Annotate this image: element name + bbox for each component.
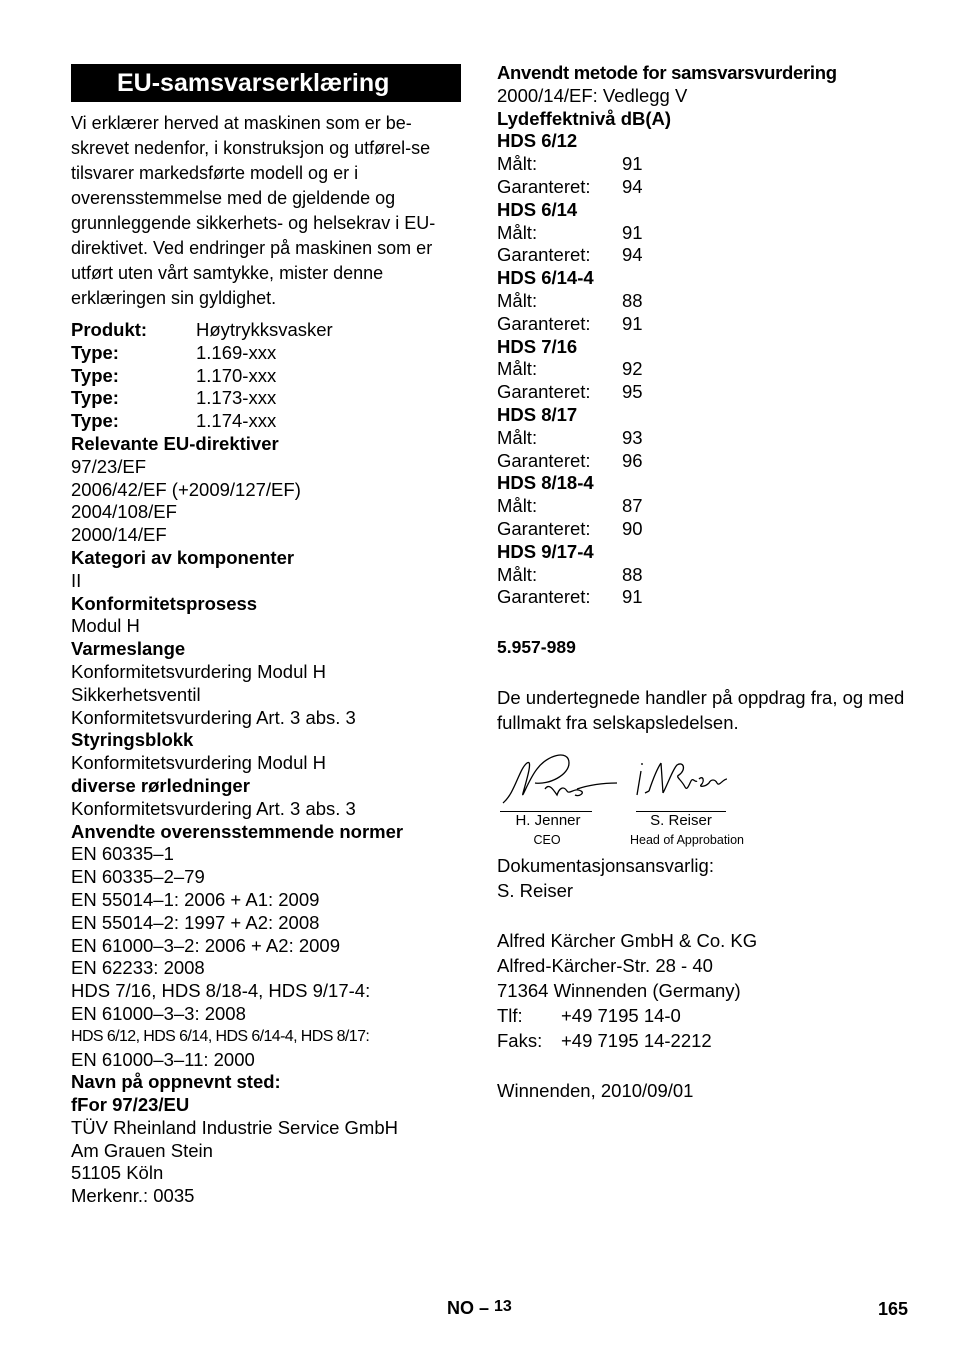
heater-hose-line: Konformitetsvurdering Modul H	[71, 660, 326, 682]
signature-block	[497, 749, 917, 848]
page-title: EU-samsvarserklæring	[71, 64, 461, 102]
standard-line: EN 55014–1: 2006 + A1: 2009	[71, 888, 320, 910]
signer-name: H. Jenner	[515, 812, 581, 830]
fax-label: Faks:	[497, 1030, 543, 1052]
guaranteed-label: Garanteret:	[497, 244, 591, 266]
signer-name: S. Reiser	[650, 812, 712, 830]
signature-reiser-icon	[633, 757, 733, 799]
standard-line: EN 60335–1	[71, 843, 174, 865]
standard-line: EN 61000–3–11: 2000	[71, 1048, 255, 1070]
guaranteed-row	[497, 244, 917, 267]
heater-hose-heading: Varmeslange	[71, 638, 186, 660]
standard-line: EN 61000–3–2: 2006 + A2: 2009	[71, 934, 340, 956]
type-value: 1.174-xxx	[196, 410, 277, 432]
type-row	[71, 342, 461, 365]
notified-body-heading: Navn på oppnevnt sted:	[71, 1071, 281, 1093]
method-heading: Anvendt metode for samsvarsvurdering	[497, 62, 837, 83]
notified-body-subheading: fFor 97/23/EU	[71, 1094, 190, 1116]
footer-language: NO –	[447, 1298, 490, 1318]
signer-role: Head of Approbation	[630, 833, 744, 848]
measured-value: 92	[622, 358, 643, 380]
declaration-details	[71, 319, 461, 1208]
conformity-heading: Konformitetsprosess	[71, 592, 258, 614]
measured-label: Målt:	[497, 563, 538, 585]
footer-section-number: 13	[494, 1298, 512, 1315]
sound-section	[497, 62, 917, 609]
method-value: 2000/14/EF: Vedlegg V	[497, 84, 688, 106]
fax-number: +49 7195 14-2212	[561, 1030, 712, 1052]
product-value: Høytrykksvasker	[196, 319, 333, 340]
spacer	[497, 609, 917, 635]
page-number: 165	[878, 1299, 909, 1319]
standard-line-small: HDS 6/12, HDS 6/14, HDS 6/14-4, HDS 8/17:	[71, 1027, 370, 1045]
spacer	[497, 1053, 917, 1078]
measured-row	[497, 427, 917, 450]
model-name: HDS 6/12	[497, 130, 578, 152]
guaranteed-row	[497, 176, 917, 199]
product-row	[71, 319, 461, 342]
guaranteed-row	[497, 450, 917, 473]
guaranteed-label: Garanteret:	[497, 517, 591, 539]
measured-value: 91	[622, 153, 643, 175]
spacer	[497, 660, 917, 685]
model-name: HDS 8/17	[497, 403, 578, 425]
document-number: 5.957-989	[497, 637, 576, 658]
notified-body-line: Merkenr.: 0035	[71, 1185, 195, 1207]
guaranteed-label: Garanteret:	[497, 586, 591, 608]
pipes-value: Konformitetsvurdering Art. 3 abs. 3	[71, 797, 356, 819]
sound-heading: Lydeffektnivå dB(A)	[497, 107, 672, 129]
type-label: Type:	[71, 387, 119, 409]
measured-row	[497, 290, 917, 313]
standard-line: EN 62233: 2008	[71, 957, 205, 979]
measured-label: Målt:	[497, 426, 538, 448]
measured-row	[497, 358, 917, 381]
left-column	[71, 64, 461, 1208]
pipes-heading: diverse rørledninger	[71, 774, 250, 796]
spacer	[497, 903, 917, 928]
type-value: 1.173-xxx	[196, 387, 277, 409]
model-name: HDS 6/14	[497, 198, 578, 220]
measured-row	[497, 564, 917, 587]
phone-number: +49 7195 14-0	[561, 1005, 681, 1027]
model-name: HDS 6/14-4	[497, 267, 594, 289]
footer-section-page	[447, 1298, 512, 1319]
notified-body-line: TÜV Rheinland Industrie Service GmbH	[71, 1116, 398, 1138]
guaranteed-label: Garanteret:	[497, 312, 591, 334]
guaranteed-label: Garanteret:	[497, 381, 591, 403]
standard-line: EN 55014–2: 1997 + A2: 2008	[71, 911, 320, 933]
product-label: Produkt:	[71, 319, 148, 340]
conformity-value: Modul H	[71, 615, 140, 637]
type-label: Type:	[71, 364, 119, 386]
type-row	[71, 365, 461, 388]
control-block-heading: Styringsblokk	[71, 729, 194, 751]
guaranteed-value: 94	[622, 244, 643, 266]
standard-line: EN 60335–2–79	[71, 866, 205, 888]
measured-row	[497, 495, 917, 518]
directive-item: 97/23/EF	[71, 455, 147, 477]
standard-line: EN 61000–3–3: 2008	[71, 1002, 246, 1024]
documentation-label: Dokumentasjonsansvarlig:	[497, 855, 714, 877]
directive-item: 2004/108/EF	[71, 501, 177, 523]
intro-paragraph: Vi erklærer herved at maskinen som er be-skrevet nedenfor, i konstruksjon og utførel-se tilsvarer markedsførte modell og er i overensstemmelse med de gjeldende og grunnleggende sikkerhets- og helsekrav i EU-direktivet. Ved endringer på maskinen som er utført uten vårt samtykke, mister denne erklæringen sin gyldighet.	[71, 113, 436, 308]
guaranteed-value: 94	[622, 175, 643, 197]
guaranteed-row	[497, 313, 917, 336]
fax-row	[497, 1028, 917, 1053]
measured-label: Målt:	[497, 153, 538, 175]
notified-body-line: Am Grauen Stein	[71, 1139, 213, 1161]
notified-body-line: 51105 Köln	[71, 1162, 164, 1184]
type-value: 1.169-xxx	[196, 341, 277, 363]
company-name: Alfred Kärcher GmbH & Co. KG	[497, 930, 758, 952]
guaranteed-row	[497, 586, 917, 609]
signing-note: De undertegnede handler på oppdrag fra, og med fullmakt fra selskapsledelsen.	[497, 687, 905, 734]
type-value: 1.170-xxx	[196, 364, 277, 386]
model-name: HDS 8/18-4	[497, 472, 594, 494]
measured-value: 88	[622, 289, 643, 311]
measured-row	[497, 153, 917, 176]
measured-label: Målt:	[497, 221, 538, 243]
guaranteed-row	[497, 518, 917, 541]
type-label: Type:	[71, 410, 119, 432]
guaranteed-row	[497, 381, 917, 404]
standard-line: HDS 7/16, HDS 8/18-4, HDS 9/17-4:	[71, 980, 371, 1002]
guaranteed-value: 96	[622, 449, 643, 471]
model-name: HDS 7/16	[497, 335, 578, 357]
type-row	[71, 410, 461, 433]
measured-label: Målt:	[497, 495, 538, 517]
measured-value: 91	[622, 221, 643, 243]
phone-label: Tlf:	[497, 1005, 523, 1027]
measured-label: Målt:	[497, 289, 538, 311]
right-column	[497, 62, 917, 1103]
guaranteed-label: Garanteret:	[497, 449, 591, 471]
city-address: 71364 Winnenden (Germany)	[497, 980, 741, 1002]
guaranteed-value: 95	[622, 381, 643, 403]
measured-row	[497, 222, 917, 245]
place-date: Winnenden, 2010/09/01	[497, 1080, 694, 1102]
category-heading: Kategori av komponenter	[71, 546, 295, 568]
standards-heading: Anvendte overensstemmende normer	[71, 820, 404, 842]
street-address: Alfred-Kärcher-Str. 28 - 40	[497, 955, 713, 977]
guaranteed-value: 91	[622, 586, 643, 608]
model-name: HDS 9/17-4	[497, 540, 594, 562]
directive-item: 2006/42/EF (+2009/127/EF)	[71, 478, 301, 500]
directive-item: 2000/14/EF	[71, 524, 167, 546]
guaranteed-value: 90	[622, 517, 643, 539]
phone-row	[497, 1003, 917, 1028]
signature-jenner-icon	[497, 749, 627, 811]
measured-value: 88	[622, 563, 643, 585]
measured-label: Målt:	[497, 358, 538, 380]
directives-heading: Relevante EU-direktiver	[71, 432, 279, 454]
category-value: II	[71, 569, 82, 591]
documentation-name: S. Reiser	[497, 880, 574, 902]
type-row	[71, 387, 461, 410]
measured-value: 87	[622, 495, 643, 517]
heater-hose-line: Konformitetsvurdering Art. 3 abs. 3	[71, 706, 356, 728]
heater-hose-line: Sikkerhetsventil	[71, 683, 201, 705]
guaranteed-value: 91	[622, 312, 643, 334]
guaranteed-label: Garanteret:	[497, 175, 591, 197]
control-block-value: Konformitetsvurdering Modul H	[71, 752, 326, 774]
type-label: Type:	[71, 341, 119, 363]
measured-value: 93	[622, 426, 643, 448]
signer-role: CEO	[533, 833, 561, 848]
